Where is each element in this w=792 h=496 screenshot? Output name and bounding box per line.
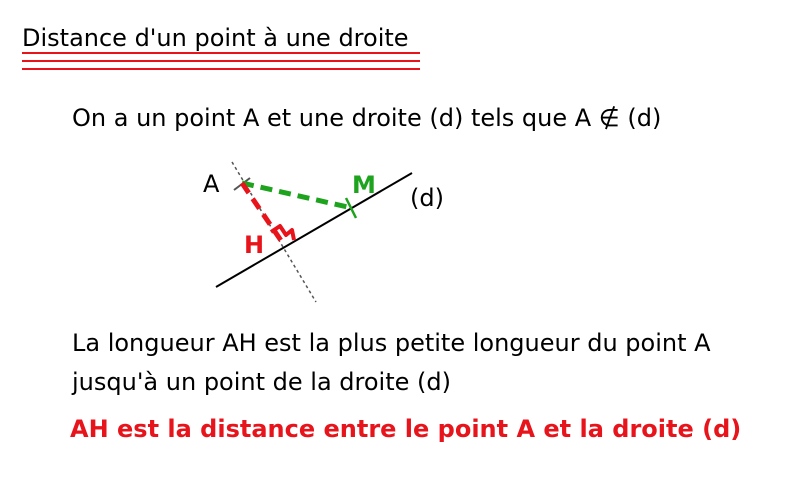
explanation-line-1: La longueur AH est la plus petite longueur du point A xyxy=(72,329,711,357)
label-d: (d) xyxy=(410,184,444,212)
page-title: Distance d'un point à une droite xyxy=(22,24,409,52)
label-m: M xyxy=(352,171,376,199)
label-h: H xyxy=(244,231,265,259)
conclusion-text: AH est la distance entre le point A et la droite (d) xyxy=(70,415,742,443)
explanation-line-2: jusqu'à un point de la droite (d) xyxy=(72,368,451,396)
intro-text: On a un point A et une droite (d) tels que A ∉ (d) xyxy=(72,104,662,132)
tick-m xyxy=(346,198,356,218)
label-a: A xyxy=(203,170,220,198)
